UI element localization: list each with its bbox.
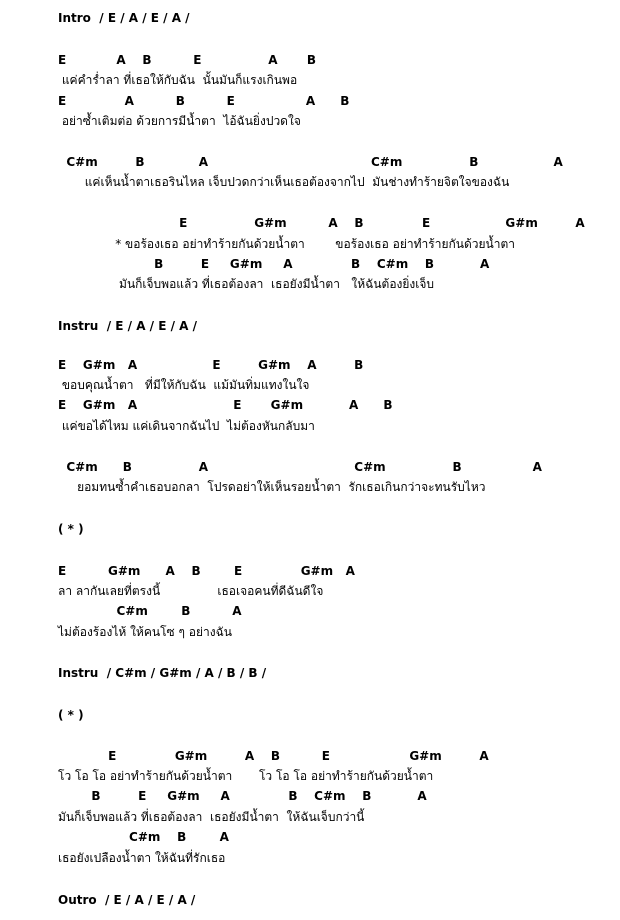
lyric-line: มันก็เจ็บพอแล้ว ที่เธอต้องลา เธอยังมีน้ำตา ให้ฉันเจ็บกว่านี้ [58, 810, 365, 824]
outro-line: Outro / E / A / E / A / [58, 893, 196, 907]
lyric-line: แค่ขอได้ไหม แค่เดินจากฉันไป ไม่ต้องหันกลับมา [58, 419, 315, 433]
chord-line: C#m B A [58, 830, 229, 844]
chord-line: E G#m A E G#m A B [58, 398, 393, 412]
lyric-line: โว โอ โอ อย่าทำร้ายกันด้วยน้ำตา โว โอ โอ อย่าทำร้ายกันด้วยน้ำตา [58, 769, 434, 783]
lyric-line: แค่คำร่ำลา ที่เธอให้กับฉัน นั้นมันก็แรงเกินพอ [58, 73, 298, 87]
instru-line: Instru / C#m / G#m / A / B / B / [58, 666, 267, 680]
lyric-line: ขอบคุณน้ำตา ที่มีให้กับฉัน แม้มันทิ่มแทงในใจ [58, 378, 310, 392]
chord-line: E G#m A B E G#m A [58, 216, 585, 230]
lyric-line: แค่เห็นน้ำตาเธอรินไหล เจ็บปวดกว่าเห็นเธอต้องจากไป มันช่างทำร้ายจิตใจของฉัน [58, 175, 510, 189]
chord-line: C#m B A C#m B A [58, 155, 563, 169]
chord-line: E A B E A B [58, 53, 316, 67]
instru-line: Instru / E / A / E / A / [58, 319, 198, 333]
lyric-line: ยอมทนซ้ำคำเธอบอกลา โปรดอย่าให้เห็นรอยน้ำตา รักเธอเกินกว่าจะทนรับไหว [58, 480, 486, 494]
chord-line: C#m B A C#m B A [58, 460, 542, 474]
chord-line: B E G#m A B C#m B A [58, 257, 490, 271]
chord-line: C#m B A [58, 604, 242, 618]
intro-line: Intro / E / A / E / A / [58, 11, 190, 25]
repeat-marker: ( * ) [58, 522, 84, 536]
chord-line: E G#m A B E G#m A [58, 564, 355, 578]
lyric-line: ลา ลากันเลยที่ตรงนี้ เธอเจอคนที่ดีฉันดีใจ [58, 584, 324, 598]
lyric-line: มันก็เจ็บพอแล้ว ที่เธอต้องลา เธอยังมีน้ำตา ให้ฉันต้องยิ่งเจ็บ [58, 277, 435, 291]
lyric-line: อย่าซ้ำเติมต่อ ด้วยการมีน้ำตา ไอ้ฉันยิ่งปวดใจ [58, 114, 301, 128]
chord-line: B E G#m A B C#m B A [58, 789, 427, 803]
chord-line: E G#m A E G#m A B [58, 358, 364, 372]
lyric-line: ไม่ต้องร้องไห้ ให้คนโซ ๆ อย่างฉัน [58, 625, 232, 639]
lyric-line: * ขอร้องเธอ อย่าทำร้ายกันด้วยน้ำตา ขอร้องเธอ อย่าทำร้ายกันด้วยน้ำตา [58, 237, 515, 251]
chord-line: E A B E A B [58, 94, 350, 108]
chord-line: E G#m A B E G#m A [58, 749, 489, 763]
repeat-marker: ( * ) [58, 708, 84, 722]
lyric-line: เธอยังเปลืองน้ำตา ให้ฉันที่รักเธอ [58, 851, 226, 865]
